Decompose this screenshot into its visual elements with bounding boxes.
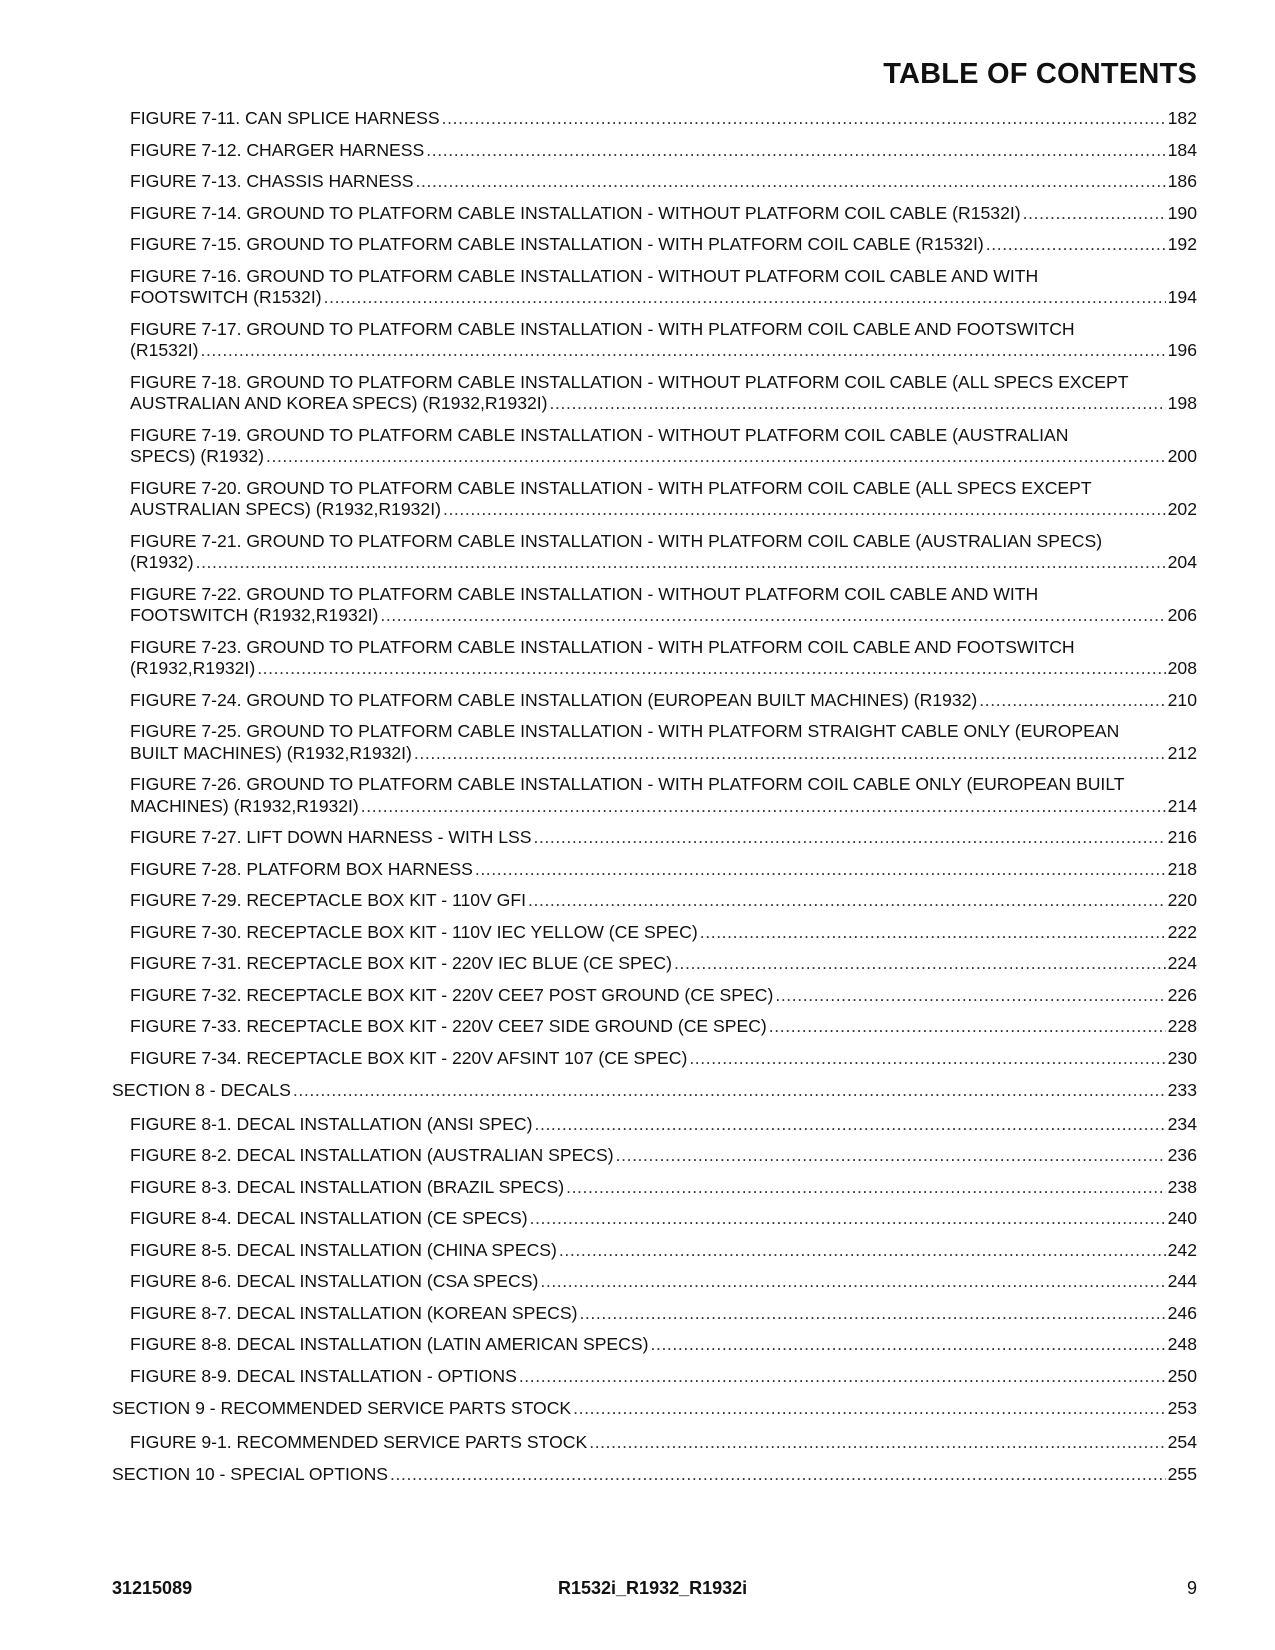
toc-section-entry[interactable] bbox=[112, 1398, 1197, 1420]
toc-entry-title-line: FIGURE 7-19. GROUND TO PLATFORM CABLE INSTALLATION - WITHOUT PLATFORM COIL CABLE (AUSTRALIAN bbox=[130, 424, 1069, 445]
toc-entry-title: FIGURE 8-7. DECAL INSTALLATION (KOREAN SPECS) bbox=[130, 1302, 578, 1323]
toc-entry-title: FIGURE 7-15. GROUND TO PLATFORM CABLE INSTALLATION - WITH PLATFORM COIL CABLE (R1532I) bbox=[130, 234, 984, 254]
dot-leader bbox=[361, 796, 1166, 818]
toc-figure-entry[interactable] bbox=[130, 372, 1197, 415]
dot-leader bbox=[416, 171, 1166, 193]
toc-entry-page: 226 bbox=[1167, 984, 1197, 1005]
toc-entry-leader-line bbox=[130, 171, 1197, 193]
dot-leader bbox=[1023, 203, 1166, 225]
toc-entry-leader-line bbox=[130, 1240, 1197, 1262]
toc-entry-title: FIGURE 7-34. RECEPTACLE BOX KIT - 220V AFSINT 107 (CE SPEC) bbox=[130, 1047, 688, 1068]
toc-entry-page: 204 bbox=[1167, 552, 1197, 572]
toc-figure-entry[interactable] bbox=[130, 531, 1197, 574]
toc-entry-leader-line bbox=[130, 827, 1197, 849]
toc-entry-leader-line bbox=[130, 658, 1197, 680]
dot-leader bbox=[650, 1334, 1165, 1356]
toc-entry-page: 212 bbox=[1167, 742, 1197, 763]
toc-entry-title: FIGURE 8-2. DECAL INSTALLATION (AUSTRALIAN SPECS) bbox=[130, 1145, 614, 1165]
toc-entry-title: FIGURE 7-27. LIFT DOWN HARNESS - WITH LSS bbox=[130, 827, 532, 847]
toc-figure-entry[interactable] bbox=[130, 1145, 1197, 1167]
toc-entry-page: 202 bbox=[1167, 499, 1197, 519]
toc-entry-page: 224 bbox=[1167, 953, 1197, 973]
toc-entry-title-line: FIGURE 7-23. GROUND TO PLATFORM CABLE INSTALLATION - WITH PLATFORM COIL CABLE AND FOOTSWITCH bbox=[130, 636, 1075, 657]
toc-figure-entry[interactable] bbox=[130, 1016, 1197, 1038]
toc-entry-title: MACHINES) (R1932,R1932I) bbox=[130, 795, 359, 816]
toc-entry-leader-line bbox=[130, 890, 1197, 912]
toc-entry-page: 240 bbox=[1167, 1208, 1197, 1228]
toc-entry-leader-line bbox=[112, 1080, 1197, 1102]
dot-leader bbox=[442, 108, 1166, 130]
toc-entry-leader-line bbox=[130, 1334, 1197, 1356]
toc-entry-page: 230 bbox=[1167, 1047, 1197, 1068]
toc-entry-page: 206 bbox=[1167, 605, 1197, 625]
toc-entry-leader-line bbox=[130, 1303, 1197, 1325]
toc-entry-title: FOOTSWITCH (R1932,R1932I) bbox=[130, 605, 379, 625]
toc-entry-title: FIGURE 8-4. DECAL INSTALLATION (CE SPECS) bbox=[130, 1208, 528, 1228]
toc-entry-leader-line bbox=[130, 1145, 1197, 1167]
toc-entry-leader-line bbox=[130, 859, 1197, 881]
toc-entry-leader-line bbox=[130, 203, 1197, 225]
toc-entry-leader-line bbox=[112, 1464, 1197, 1486]
dot-leader bbox=[566, 1177, 1166, 1199]
dot-leader bbox=[380, 605, 1165, 627]
toc-list bbox=[0, 108, 1275, 1498]
dot-leader bbox=[579, 1303, 1165, 1325]
toc-entry-page: 255 bbox=[1167, 1464, 1197, 1484]
toc-entry-title: FOOTSWITCH (R1532I) bbox=[130, 287, 322, 307]
toc-figure-entry[interactable] bbox=[130, 1048, 1197, 1070]
toc-entry-title: FIGURE 7-11. CAN SPLICE HARNESS bbox=[130, 108, 440, 128]
toc-entry-title: FIGURE 7-14. GROUND TO PLATFORM CABLE INSTALLATION - WITHOUT PLATFORM COIL CABLE (R1532I) bbox=[130, 202, 1021, 223]
toc-entry-title: FIGURE 7-31. RECEPTACLE BOX KIT - 220V IEC BLUE (CE SPEC) bbox=[130, 953, 672, 973]
toc-figure-entry[interactable] bbox=[130, 1208, 1197, 1230]
toc-entry-title: AUSTRALIAN AND KOREA SPECS) (R1932,R1932I) bbox=[130, 393, 548, 413]
toc-entry-leader-line bbox=[130, 1177, 1197, 1199]
toc-figure-entry[interactable] bbox=[130, 774, 1197, 817]
toc-entry-title: SECTION 9 - RECOMMENDED SERVICE PARTS STOCK bbox=[112, 1398, 572, 1418]
dot-leader bbox=[475, 859, 1166, 881]
dot-leader bbox=[769, 1016, 1166, 1038]
toc-entry-leader-line bbox=[130, 552, 1197, 574]
toc-entry-title: BUILT MACHINES) (R1932,R1932I) bbox=[130, 742, 412, 763]
toc-entry-title: FIGURE 7-24. GROUND TO PLATFORM CABLE INSTALLATION (EUROPEAN BUILT MACHINES) (R1932) bbox=[130, 689, 978, 710]
toc-entry-title: FIGURE 7-29. RECEPTACLE BOX KIT - 110V GFI bbox=[130, 890, 526, 910]
toc-figure-entry[interactable] bbox=[130, 637, 1197, 680]
toc-entry-page: 242 bbox=[1167, 1239, 1197, 1260]
toc-figure-entry[interactable] bbox=[130, 690, 1197, 712]
toc-entry-title-line: FIGURE 7-25. GROUND TO PLATFORM CABLE INSTALLATION - WITH PLATFORM STRAIGHT CABLE ONLY (EUROPEAN bbox=[130, 721, 1120, 741]
toc-entry-leader-line bbox=[130, 1271, 1197, 1293]
footer-doc-number: 31215089 bbox=[112, 1578, 193, 1598]
toc-figure-entry[interactable] bbox=[130, 203, 1197, 225]
toc-entry-title: FIGURE 8-1. DECAL INSTALLATION (ANSI SPEC) bbox=[130, 1113, 533, 1134]
page-title: TABLE OF CONTENTS bbox=[883, 58, 1197, 90]
toc-entry-page: 236 bbox=[1167, 1145, 1197, 1165]
toc-entry-page: 253 bbox=[1167, 1398, 1197, 1418]
toc-figure-entry[interactable] bbox=[130, 478, 1197, 521]
toc-figure-entry[interactable] bbox=[130, 859, 1197, 881]
toc-entry-page: 192 bbox=[1167, 234, 1197, 254]
toc-entry-title: FIGURE 8-5. DECAL INSTALLATION (CHINA SPECS) bbox=[130, 1239, 557, 1260]
toc-entry-title: FIGURE 7-28. PLATFORM BOX HARNESS bbox=[130, 858, 473, 879]
toc-figure-entry[interactable] bbox=[130, 1334, 1197, 1356]
dot-leader bbox=[700, 922, 1166, 944]
toc-entry-title: (R1932,R1932I) bbox=[130, 658, 256, 678]
dot-leader bbox=[257, 658, 1165, 680]
toc-entry-title: SECTION 8 - DECALS bbox=[112, 1080, 291, 1100]
toc-entry-page: 190 bbox=[1167, 202, 1197, 223]
toc-entry-leader-line bbox=[130, 953, 1197, 975]
toc-entry-title-line: FIGURE 7-26. GROUND TO PLATFORM CABLE INSTALLATION - WITH PLATFORM COIL CABLE ONLY (EUROPEAN BUILT bbox=[130, 774, 1125, 794]
toc-entry-page: 198 bbox=[1167, 393, 1197, 413]
toc-entry-title: SECTION 10 - SPECIAL OPTIONS bbox=[112, 1464, 389, 1484]
toc-entry-leader-line bbox=[112, 1398, 1197, 1420]
dot-leader bbox=[196, 552, 1166, 574]
toc-figure-entry[interactable] bbox=[130, 234, 1197, 256]
dot-leader bbox=[528, 890, 1166, 912]
toc-section-entry[interactable] bbox=[112, 1080, 1197, 1102]
toc-figure-entry[interactable] bbox=[130, 890, 1197, 912]
dot-leader bbox=[414, 743, 1166, 765]
toc-entry-title: FIGURE 7-30. RECEPTACLE BOX KIT - 110V IEC YELLOW (CE SPEC) bbox=[130, 921, 698, 942]
dot-leader bbox=[979, 690, 1165, 712]
toc-entry-leader-line bbox=[130, 1208, 1197, 1230]
toc-figure-entry[interactable] bbox=[130, 584, 1197, 627]
toc-entry-page: 200 bbox=[1167, 446, 1197, 466]
dot-leader bbox=[293, 1080, 1166, 1102]
footer-page-number: 9 bbox=[1186, 1578, 1197, 1598]
toc-entry-page: 254 bbox=[1167, 1431, 1197, 1452]
dot-leader bbox=[533, 827, 1165, 849]
toc-entry-page: 246 bbox=[1167, 1302, 1197, 1323]
toc-entry-page: 234 bbox=[1167, 1113, 1197, 1134]
toc-entry-leader-line bbox=[130, 985, 1197, 1007]
toc-entry-title: FIGURE 7-12. CHARGER HARNESS bbox=[130, 139, 425, 160]
toc-entry-leader-line bbox=[130, 287, 1197, 309]
footer-models: R1532i_R1932_R1932i bbox=[558, 1578, 748, 1598]
toc-entry-title: (R1932) bbox=[130, 552, 194, 572]
toc-entry-title: FIGURE 8-9. DECAL INSTALLATION - OPTIONS bbox=[130, 1365, 517, 1386]
toc-entry-title-line: FIGURE 7-22. GROUND TO PLATFORM CABLE INSTALLATION - WITHOUT PLATFORM COIL CABLE AND WITH bbox=[130, 583, 1039, 604]
toc-entry-page: 248 bbox=[1167, 1334, 1197, 1354]
toc-section-entry[interactable] bbox=[112, 1464, 1197, 1486]
toc-figure-entry[interactable] bbox=[130, 108, 1197, 130]
toc-entry-leader-line bbox=[130, 1366, 1197, 1388]
toc-entry-title-line: FIGURE 7-21. GROUND TO PLATFORM CABLE INSTALLATION - WITH PLATFORM COIL CABLE (AUSTRALIAN SPECS) bbox=[130, 530, 1103, 551]
toc-entry-page: 214 bbox=[1167, 795, 1197, 816]
toc-entry-leader-line bbox=[130, 499, 1197, 521]
toc-entry-leader-line bbox=[130, 234, 1197, 256]
dot-leader bbox=[519, 1366, 1166, 1388]
toc-entry-title: FIGURE 8-8. DECAL INSTALLATION (LATIN AMERICAN SPECS) bbox=[130, 1334, 649, 1354]
toc-entry-leader-line bbox=[130, 796, 1197, 818]
toc-entry-leader-line bbox=[130, 743, 1197, 765]
toc-figure-entry[interactable] bbox=[130, 827, 1197, 849]
toc-figure-entry[interactable] bbox=[130, 1432, 1197, 1454]
dot-leader bbox=[540, 1271, 1165, 1293]
toc-entry-leader-line bbox=[130, 393, 1197, 415]
toc-entry-leader-line bbox=[130, 1114, 1197, 1136]
toc-entry-title: FIGURE 8-6. DECAL INSTALLATION (CSA SPECS) bbox=[130, 1271, 539, 1291]
toc-figure-entry[interactable] bbox=[130, 1303, 1197, 1325]
toc-entry-title: FIGURE 9-1. RECOMMENDED SERVICE PARTS STOCK bbox=[130, 1431, 588, 1452]
toc-entry-page: 233 bbox=[1167, 1080, 1197, 1100]
toc-entry-title-line: FIGURE 7-18. GROUND TO PLATFORM CABLE INSTALLATION - WITHOUT PLATFORM COIL CABLE (ALL SPECS EXCEPT bbox=[130, 371, 1129, 392]
toc-entry-title: FIGURE 7-33. RECEPTACLE BOX KIT - 220V CEE7 SIDE GROUND (CE SPEC) bbox=[130, 1016, 767, 1036]
toc-entry-leader-line bbox=[130, 605, 1197, 627]
toc-figure-entry[interactable] bbox=[130, 1177, 1197, 1199]
dot-leader bbox=[674, 953, 1166, 975]
toc-entry-page: 228 bbox=[1167, 1016, 1197, 1036]
toc-entry-page: 244 bbox=[1167, 1271, 1197, 1291]
dot-leader bbox=[559, 1240, 1166, 1262]
dot-leader bbox=[616, 1145, 1166, 1167]
toc-entry-leader-line bbox=[130, 1048, 1197, 1070]
toc-entry-leader-line bbox=[130, 690, 1197, 712]
toc-entry-page: 210 bbox=[1167, 689, 1197, 710]
toc-entry-page: 194 bbox=[1167, 287, 1197, 307]
toc-figure-entry[interactable] bbox=[130, 721, 1197, 764]
toc-entry-leader-line bbox=[130, 922, 1197, 944]
toc-entry-title-line: FIGURE 7-17. GROUND TO PLATFORM CABLE INSTALLATION - WITH PLATFORM COIL CABLE AND FOOTSWITCH bbox=[130, 318, 1075, 339]
dot-leader bbox=[534, 1114, 1165, 1136]
dot-leader bbox=[775, 985, 1165, 1007]
toc-entry-page: 182 bbox=[1167, 108, 1197, 128]
dot-leader bbox=[426, 140, 1165, 162]
toc-entry-page: 222 bbox=[1167, 921, 1197, 942]
dot-leader bbox=[530, 1208, 1166, 1230]
dot-leader bbox=[689, 1048, 1165, 1070]
toc-entry-title: AUSTRALIAN SPECS) (R1932,R1932I) bbox=[130, 499, 441, 519]
toc-entry-leader-line bbox=[130, 108, 1197, 130]
dot-leader bbox=[266, 446, 1166, 468]
toc-figure-entry[interactable] bbox=[130, 266, 1197, 309]
toc-figure-entry[interactable] bbox=[130, 319, 1197, 362]
toc-entry-page: 220 bbox=[1167, 890, 1197, 910]
dot-leader bbox=[443, 499, 1166, 521]
toc-entry-leader-line bbox=[130, 446, 1197, 468]
dot-leader bbox=[589, 1432, 1165, 1454]
toc-entry-page: 196 bbox=[1167, 340, 1197, 360]
toc-figure-entry[interactable] bbox=[130, 1271, 1197, 1293]
toc-entry-page: 238 bbox=[1167, 1176, 1197, 1197]
toc-figure-entry[interactable] bbox=[130, 922, 1197, 944]
toc-entry-page: 216 bbox=[1167, 827, 1197, 847]
dot-leader bbox=[550, 393, 1166, 415]
toc-entry-leader-line bbox=[130, 1432, 1197, 1454]
dot-leader bbox=[200, 340, 1165, 362]
toc-entry-leader-line bbox=[130, 1016, 1197, 1038]
toc-figure-entry[interactable] bbox=[130, 1366, 1197, 1388]
toc-entry-page: 208 bbox=[1167, 658, 1197, 678]
toc-figure-entry[interactable] bbox=[130, 425, 1197, 468]
dot-leader bbox=[324, 287, 1166, 309]
toc-figure-entry[interactable] bbox=[130, 1114, 1197, 1136]
toc-entry-leader-line bbox=[130, 140, 1197, 162]
toc-figure-entry[interactable] bbox=[130, 953, 1197, 975]
toc-figure-entry[interactable] bbox=[130, 171, 1197, 193]
toc-figure-entry[interactable] bbox=[130, 985, 1197, 1007]
toc-entry-title: SPECS) (R1932) bbox=[130, 446, 264, 466]
toc-entry-leader-line bbox=[130, 340, 1197, 362]
toc-entry-title: (R1532I) bbox=[130, 340, 199, 360]
toc-entry-page: 218 bbox=[1167, 858, 1197, 879]
dot-leader bbox=[986, 234, 1166, 256]
toc-figure-entry[interactable] bbox=[130, 1240, 1197, 1262]
toc-entry-page: 184 bbox=[1167, 139, 1197, 160]
toc-entry-title: FIGURE 7-13. CHASSIS HARNESS bbox=[130, 171, 414, 191]
toc-entry-title-line: FIGURE 7-20. GROUND TO PLATFORM CABLE INSTALLATION - WITH PLATFORM COIL CABLE (ALL SPECS EXCEPT bbox=[130, 477, 1092, 498]
dot-leader bbox=[573, 1398, 1165, 1420]
toc-entry-title: FIGURE 7-32. RECEPTACLE BOX KIT - 220V CEE7 POST GROUND (CE SPEC) bbox=[130, 984, 774, 1005]
toc-entry-title: FIGURE 8-3. DECAL INSTALLATION (BRAZIL SPECS) bbox=[130, 1176, 565, 1197]
toc-figure-entry[interactable] bbox=[130, 140, 1197, 162]
toc-entry-title-line: FIGURE 7-16. GROUND TO PLATFORM CABLE INSTALLATION - WITHOUT PLATFORM COIL CABLE AND WITH bbox=[130, 265, 1039, 286]
toc-entry-page: 250 bbox=[1167, 1365, 1197, 1386]
dot-leader bbox=[390, 1464, 1166, 1486]
toc-entry-page: 186 bbox=[1167, 171, 1197, 191]
